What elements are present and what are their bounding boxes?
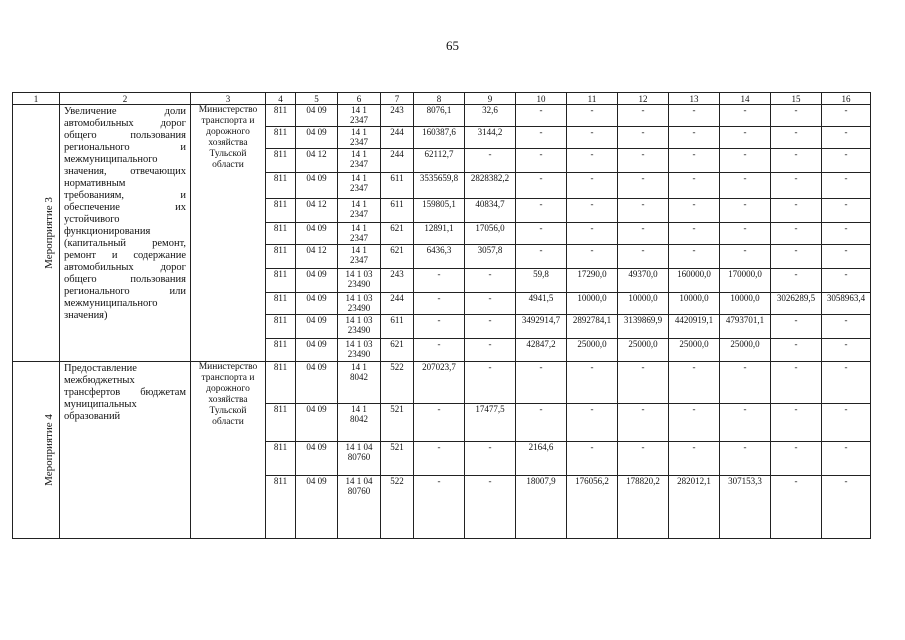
target-code-line1: 14 1	[351, 173, 367, 183]
target-code-line1: 14 1 03	[345, 269, 373, 279]
target-code-stack	[340, 269, 378, 289]
target-code-stack	[340, 293, 378, 313]
cell-c14: -	[720, 442, 771, 476]
cell-c9: 40834,7	[465, 199, 516, 223]
cell-section-code: 04 09	[296, 442, 338, 476]
column-header: 13	[669, 93, 720, 105]
column-header: 7	[381, 93, 414, 105]
cell-c9: -	[465, 149, 516, 173]
target-code-line1: 14 1	[351, 199, 367, 209]
target-code-line1: 14 1	[351, 105, 367, 115]
page-number: 65	[446, 38, 459, 53]
cell-c8: -	[414, 269, 465, 293]
cell-c11: -	[567, 173, 618, 199]
cell-c14: -	[720, 199, 771, 223]
measure-3-description: Увеличение доли автомобильных дорог общего пользования регионального и межмуниципального значения, отвечающих нормативным требованиям, и обеспечение их устойчивого функционирования (капитальный ремонт, ремонт и содержание автомобильных дорог общего пользования регионального или межмуниципального значения)	[60, 105, 191, 362]
cell-c11: -	[567, 442, 618, 476]
target-code-line1: 14 1	[351, 362, 367, 372]
measure-3-label: Мероприятие 3	[42, 197, 55, 269]
cell-c13: 4420919,1	[669, 315, 720, 339]
target-code-line1: 14 1 03	[345, 293, 373, 303]
cell-c9: -	[465, 315, 516, 339]
cell-c10: 59,8	[516, 269, 567, 293]
cell-c15: -	[771, 105, 822, 127]
cell-c14: 25000,0	[720, 339, 771, 362]
cell-c15: -	[771, 223, 822, 245]
cell-c12: -	[618, 173, 669, 199]
header-row	[13, 93, 871, 105]
cell-c15: -	[771, 127, 822, 149]
target-code-line2: 8042	[350, 414, 368, 424]
column-header: 14	[720, 93, 771, 105]
cell-c16: 3058963,4	[822, 293, 871, 315]
target-code-line1: 14 1 04	[345, 442, 373, 452]
cell-c12: -	[618, 149, 669, 173]
cell-admin-code: 811	[266, 339, 296, 362]
target-code-stack	[340, 173, 378, 193]
cell-c16: -	[822, 105, 871, 127]
target-code-line1: 14 1	[351, 127, 367, 137]
cell-target-code	[338, 269, 381, 293]
cell-c14: 307153,3	[720, 476, 771, 539]
cell-c8: 12891,1	[414, 223, 465, 245]
cell-admin-code: 811	[266, 245, 296, 269]
cell-c13: 282012,1	[669, 476, 720, 539]
target-code-line2: 23490	[347, 303, 371, 313]
cell-target-code	[338, 149, 381, 173]
cell-c12: 3139869,9	[618, 315, 669, 339]
cell-c16: -	[822, 127, 871, 149]
cell-target-code	[338, 223, 381, 245]
cell-c14: 4793701,1	[720, 315, 771, 339]
cell-target-code	[338, 293, 381, 315]
cell-c15: -	[771, 149, 822, 173]
cell-c15: 3026289,5	[771, 293, 822, 315]
column-header: 10	[516, 93, 567, 105]
column-header: 5	[296, 93, 338, 105]
cell-c13: -	[669, 362, 720, 404]
cell-c16: -	[822, 315, 871, 339]
cell-c16: -	[822, 173, 871, 199]
cell-c15: -	[771, 269, 822, 293]
cell-c16: -	[822, 223, 871, 245]
cell-c10: 3492914,7	[516, 315, 567, 339]
cell-c10: -	[516, 173, 567, 199]
cell-c7: 244	[381, 293, 414, 315]
cell-target-code	[338, 245, 381, 269]
column-header: 8	[414, 93, 465, 105]
measure-4-description: Предоставление межбюджетных трансфертов бюджетам муниципальных образований	[60, 362, 191, 539]
cell-c12: 10000,0	[618, 293, 669, 315]
cell-c15: -	[771, 442, 822, 476]
cell-c8: -	[414, 404, 465, 442]
cell-c12: -	[618, 199, 669, 223]
measure-4-label-cell	[13, 362, 60, 539]
cell-c11: 17290,0	[567, 269, 618, 293]
cell-c12: 25000,0	[618, 339, 669, 362]
target-code-line2: 2347	[350, 183, 368, 193]
cell-c16: -	[822, 339, 871, 362]
cell-section-code: 04 12	[296, 149, 338, 173]
cell-section-code: 04 09	[296, 223, 338, 245]
measure-3-executor: Министерство транспорта и дорожного хозяйства Тульской области	[191, 105, 266, 362]
cell-c12: -	[618, 105, 669, 127]
cell-c13: -	[669, 127, 720, 149]
cell-c9: 2828382,2	[465, 173, 516, 199]
cell-c16: -	[822, 476, 871, 539]
cell-c14: -	[720, 105, 771, 127]
cell-c13: -	[669, 442, 720, 476]
cell-target-code	[338, 476, 381, 539]
cell-section-code: 04 12	[296, 199, 338, 223]
cell-c14: -	[720, 404, 771, 442]
target-code-line1: 14 1	[351, 149, 367, 159]
cell-c9: 17056,0	[465, 223, 516, 245]
cell-c9: 3057,8	[465, 245, 516, 269]
cell-c10: -	[516, 127, 567, 149]
cell-c7: 611	[381, 315, 414, 339]
cell-c15: -	[771, 404, 822, 442]
cell-target-code	[338, 315, 381, 339]
cell-c14: 170000,0	[720, 269, 771, 293]
cell-c13: -	[669, 223, 720, 245]
cell-c7: 621	[381, 339, 414, 362]
cell-c16: -	[822, 149, 871, 173]
cell-c11: 25000,0	[567, 339, 618, 362]
cell-c9: -	[465, 476, 516, 539]
target-code-line1: 14 1	[351, 404, 367, 414]
cell-c9: -	[465, 269, 516, 293]
cell-section-code: 04 09	[296, 315, 338, 339]
cell-section-code: 04 09	[296, 476, 338, 539]
cell-c13: 25000,0	[669, 339, 720, 362]
cell-c14: -	[720, 173, 771, 199]
cell-c8: -	[414, 293, 465, 315]
cell-c7: 243	[381, 105, 414, 127]
cell-admin-code: 811	[266, 293, 296, 315]
cell-c9: -	[465, 293, 516, 315]
cell-section-code: 04 09	[296, 339, 338, 362]
cell-c12: 49370,0	[618, 269, 669, 293]
cell-admin-code: 811	[266, 442, 296, 476]
cell-c12: -	[618, 362, 669, 404]
cell-c7: 522	[381, 476, 414, 539]
cell-c9: -	[465, 362, 516, 404]
cell-c11: 10000,0	[567, 293, 618, 315]
cell-c7: 611	[381, 173, 414, 199]
cell-c12: 178820,2	[618, 476, 669, 539]
table-row	[13, 105, 871, 127]
target-code-line2: 80760	[347, 486, 371, 496]
budget-table	[12, 92, 871, 539]
target-code-line2: 2347	[350, 255, 368, 265]
cell-c7: 521	[381, 404, 414, 442]
cell-c12: -	[618, 223, 669, 245]
table-row	[13, 362, 871, 404]
cell-c10: 18007,9	[516, 476, 567, 539]
cell-target-code	[338, 339, 381, 362]
cell-c10: -	[516, 149, 567, 173]
target-code-line1: 14 1 04	[345, 476, 373, 486]
cell-c12: -	[618, 404, 669, 442]
cell-admin-code: 811	[266, 315, 296, 339]
cell-c11: -	[567, 127, 618, 149]
cell-c16: -	[822, 269, 871, 293]
cell-c7: 522	[381, 362, 414, 404]
cell-admin-code: 811	[266, 404, 296, 442]
cell-c15: -	[771, 362, 822, 404]
cell-c13: -	[669, 245, 720, 269]
cell-c11: -	[567, 149, 618, 173]
cell-admin-code: 811	[266, 362, 296, 404]
cell-c15: -	[771, 173, 822, 199]
cell-c9: 17477,5	[465, 404, 516, 442]
cell-c11: -	[567, 362, 618, 404]
target-code-stack	[340, 105, 378, 125]
measure-4-label: Мероприятие 4	[42, 414, 55, 486]
target-code-stack	[340, 199, 378, 219]
cell-c7: 611	[381, 199, 414, 223]
cell-admin-code: 811	[266, 105, 296, 127]
cell-target-code	[338, 404, 381, 442]
cell-target-code	[338, 105, 381, 127]
cell-c10: -	[516, 105, 567, 127]
target-code-line1: 14 1 03	[345, 315, 373, 325]
cell-c10: -	[516, 362, 567, 404]
cell-c16: -	[822, 442, 871, 476]
table-body	[13, 93, 871, 539]
cell-c8: 160387,6	[414, 127, 465, 149]
target-code-stack	[340, 339, 378, 359]
cell-c10: 42847,2	[516, 339, 567, 362]
cell-c9: 32,6	[465, 105, 516, 127]
cell-c15: -	[771, 476, 822, 539]
cell-c13: 10000,0	[669, 293, 720, 315]
column-header: 16	[822, 93, 871, 105]
cell-target-code	[338, 127, 381, 149]
measure-4-executor: Министерство транспорта и дорожного хозяйства Тульской области	[191, 362, 266, 539]
cell-c8: 62112,7	[414, 149, 465, 173]
cell-c7: 621	[381, 245, 414, 269]
target-code-stack	[340, 127, 378, 147]
column-header: 1	[13, 93, 60, 105]
column-header: 15	[771, 93, 822, 105]
cell-c13: -	[669, 105, 720, 127]
cell-c10: -	[516, 199, 567, 223]
cell-c15: -	[771, 315, 822, 339]
cell-section-code: 04 09	[296, 269, 338, 293]
target-code-stack	[340, 404, 378, 424]
target-code-line2: 2347	[350, 233, 368, 243]
cell-c11: -	[567, 199, 618, 223]
cell-c7: 243	[381, 269, 414, 293]
cell-c11: 176056,2	[567, 476, 618, 539]
target-code-line2: 2347	[350, 115, 368, 125]
cell-c15: -	[771, 339, 822, 362]
cell-c8: -	[414, 339, 465, 362]
cell-c7: 621	[381, 223, 414, 245]
target-code-line2: 2347	[350, 209, 368, 219]
cell-c8: 8076,1	[414, 105, 465, 127]
target-code-line1: 14 1 03	[345, 339, 373, 349]
cell-c14: -	[720, 223, 771, 245]
column-header: 3	[191, 93, 266, 105]
target-code-line2: 23490	[347, 349, 371, 359]
target-code-stack	[340, 245, 378, 265]
target-code-line1: 14 1	[351, 245, 367, 255]
cell-admin-code: 811	[266, 476, 296, 539]
cell-c11: -	[567, 223, 618, 245]
cell-section-code: 04 09	[296, 404, 338, 442]
measure-3-label-cell	[13, 105, 60, 362]
cell-section-code: 04 09	[296, 362, 338, 404]
cell-c13: -	[669, 149, 720, 173]
cell-c11: -	[567, 105, 618, 127]
column-header: 2	[60, 93, 191, 105]
cell-c9: -	[465, 339, 516, 362]
cell-c14: 10000,0	[720, 293, 771, 315]
cell-c9: -	[465, 442, 516, 476]
cell-c7: 244	[381, 149, 414, 173]
cell-admin-code: 811	[266, 173, 296, 199]
cell-c10: 4941,5	[516, 293, 567, 315]
cell-c16: -	[822, 245, 871, 269]
cell-c8: 159805,1	[414, 199, 465, 223]
cell-section-code: 04 09	[296, 173, 338, 199]
cell-c16: -	[822, 404, 871, 442]
cell-c13: 160000,0	[669, 269, 720, 293]
target-code-stack	[340, 315, 378, 335]
target-code-line2: 23490	[347, 325, 371, 335]
cell-c8: -	[414, 476, 465, 539]
cell-c14: -	[720, 127, 771, 149]
cell-c12: -	[618, 127, 669, 149]
cell-c15: -	[771, 199, 822, 223]
cell-c8: 6436,3	[414, 245, 465, 269]
cell-c14: -	[720, 245, 771, 269]
cell-target-code	[338, 442, 381, 476]
cell-target-code	[338, 362, 381, 404]
cell-c12: -	[618, 442, 669, 476]
cell-c12: -	[618, 245, 669, 269]
cell-c10: 2164,6	[516, 442, 567, 476]
cell-section-code: 04 09	[296, 105, 338, 127]
cell-c8: -	[414, 315, 465, 339]
column-header: 4	[266, 93, 296, 105]
cell-admin-code: 811	[266, 149, 296, 173]
cell-admin-code: 811	[266, 199, 296, 223]
cell-c10: -	[516, 245, 567, 269]
column-header: 6	[338, 93, 381, 105]
cell-c9: 3144,2	[465, 127, 516, 149]
cell-c8: 207023,7	[414, 362, 465, 404]
target-code-stack	[340, 476, 378, 496]
cell-c11: 2892784,1	[567, 315, 618, 339]
cell-c10: -	[516, 223, 567, 245]
cell-c11: -	[567, 245, 618, 269]
cell-section-code: 04 12	[296, 245, 338, 269]
cell-admin-code: 811	[266, 223, 296, 245]
cell-c7: 244	[381, 127, 414, 149]
target-code-line1: 14 1	[351, 223, 367, 233]
target-code-line2: 2347	[350, 137, 368, 147]
column-header: 9	[465, 93, 516, 105]
cell-section-code: 04 09	[296, 127, 338, 149]
cell-c10: -	[516, 404, 567, 442]
cell-c13: -	[669, 199, 720, 223]
cell-c8: -	[414, 442, 465, 476]
target-code-line2: 80760	[347, 452, 371, 462]
cell-c13: -	[669, 173, 720, 199]
cell-c15: -	[771, 245, 822, 269]
cell-c8: 3535659,8	[414, 173, 465, 199]
cell-c16: -	[822, 362, 871, 404]
target-code-stack	[340, 223, 378, 243]
cell-c7: 521	[381, 442, 414, 476]
cell-c14: -	[720, 362, 771, 404]
target-code-stack	[340, 149, 378, 169]
column-header: 11	[567, 93, 618, 105]
target-code-line2: 2347	[350, 159, 368, 169]
target-code-stack	[340, 442, 378, 462]
cell-c13: -	[669, 404, 720, 442]
cell-c16: -	[822, 199, 871, 223]
column-header: 12	[618, 93, 669, 105]
cell-target-code	[338, 199, 381, 223]
cell-target-code	[338, 173, 381, 199]
cell-admin-code: 811	[266, 127, 296, 149]
target-code-line2: 23490	[347, 279, 371, 289]
target-code-stack	[340, 362, 378, 382]
cell-admin-code: 811	[266, 269, 296, 293]
cell-section-code: 04 09	[296, 293, 338, 315]
cell-c14: -	[720, 149, 771, 173]
cell-c11: -	[567, 404, 618, 442]
target-code-line2: 8042	[350, 372, 368, 382]
